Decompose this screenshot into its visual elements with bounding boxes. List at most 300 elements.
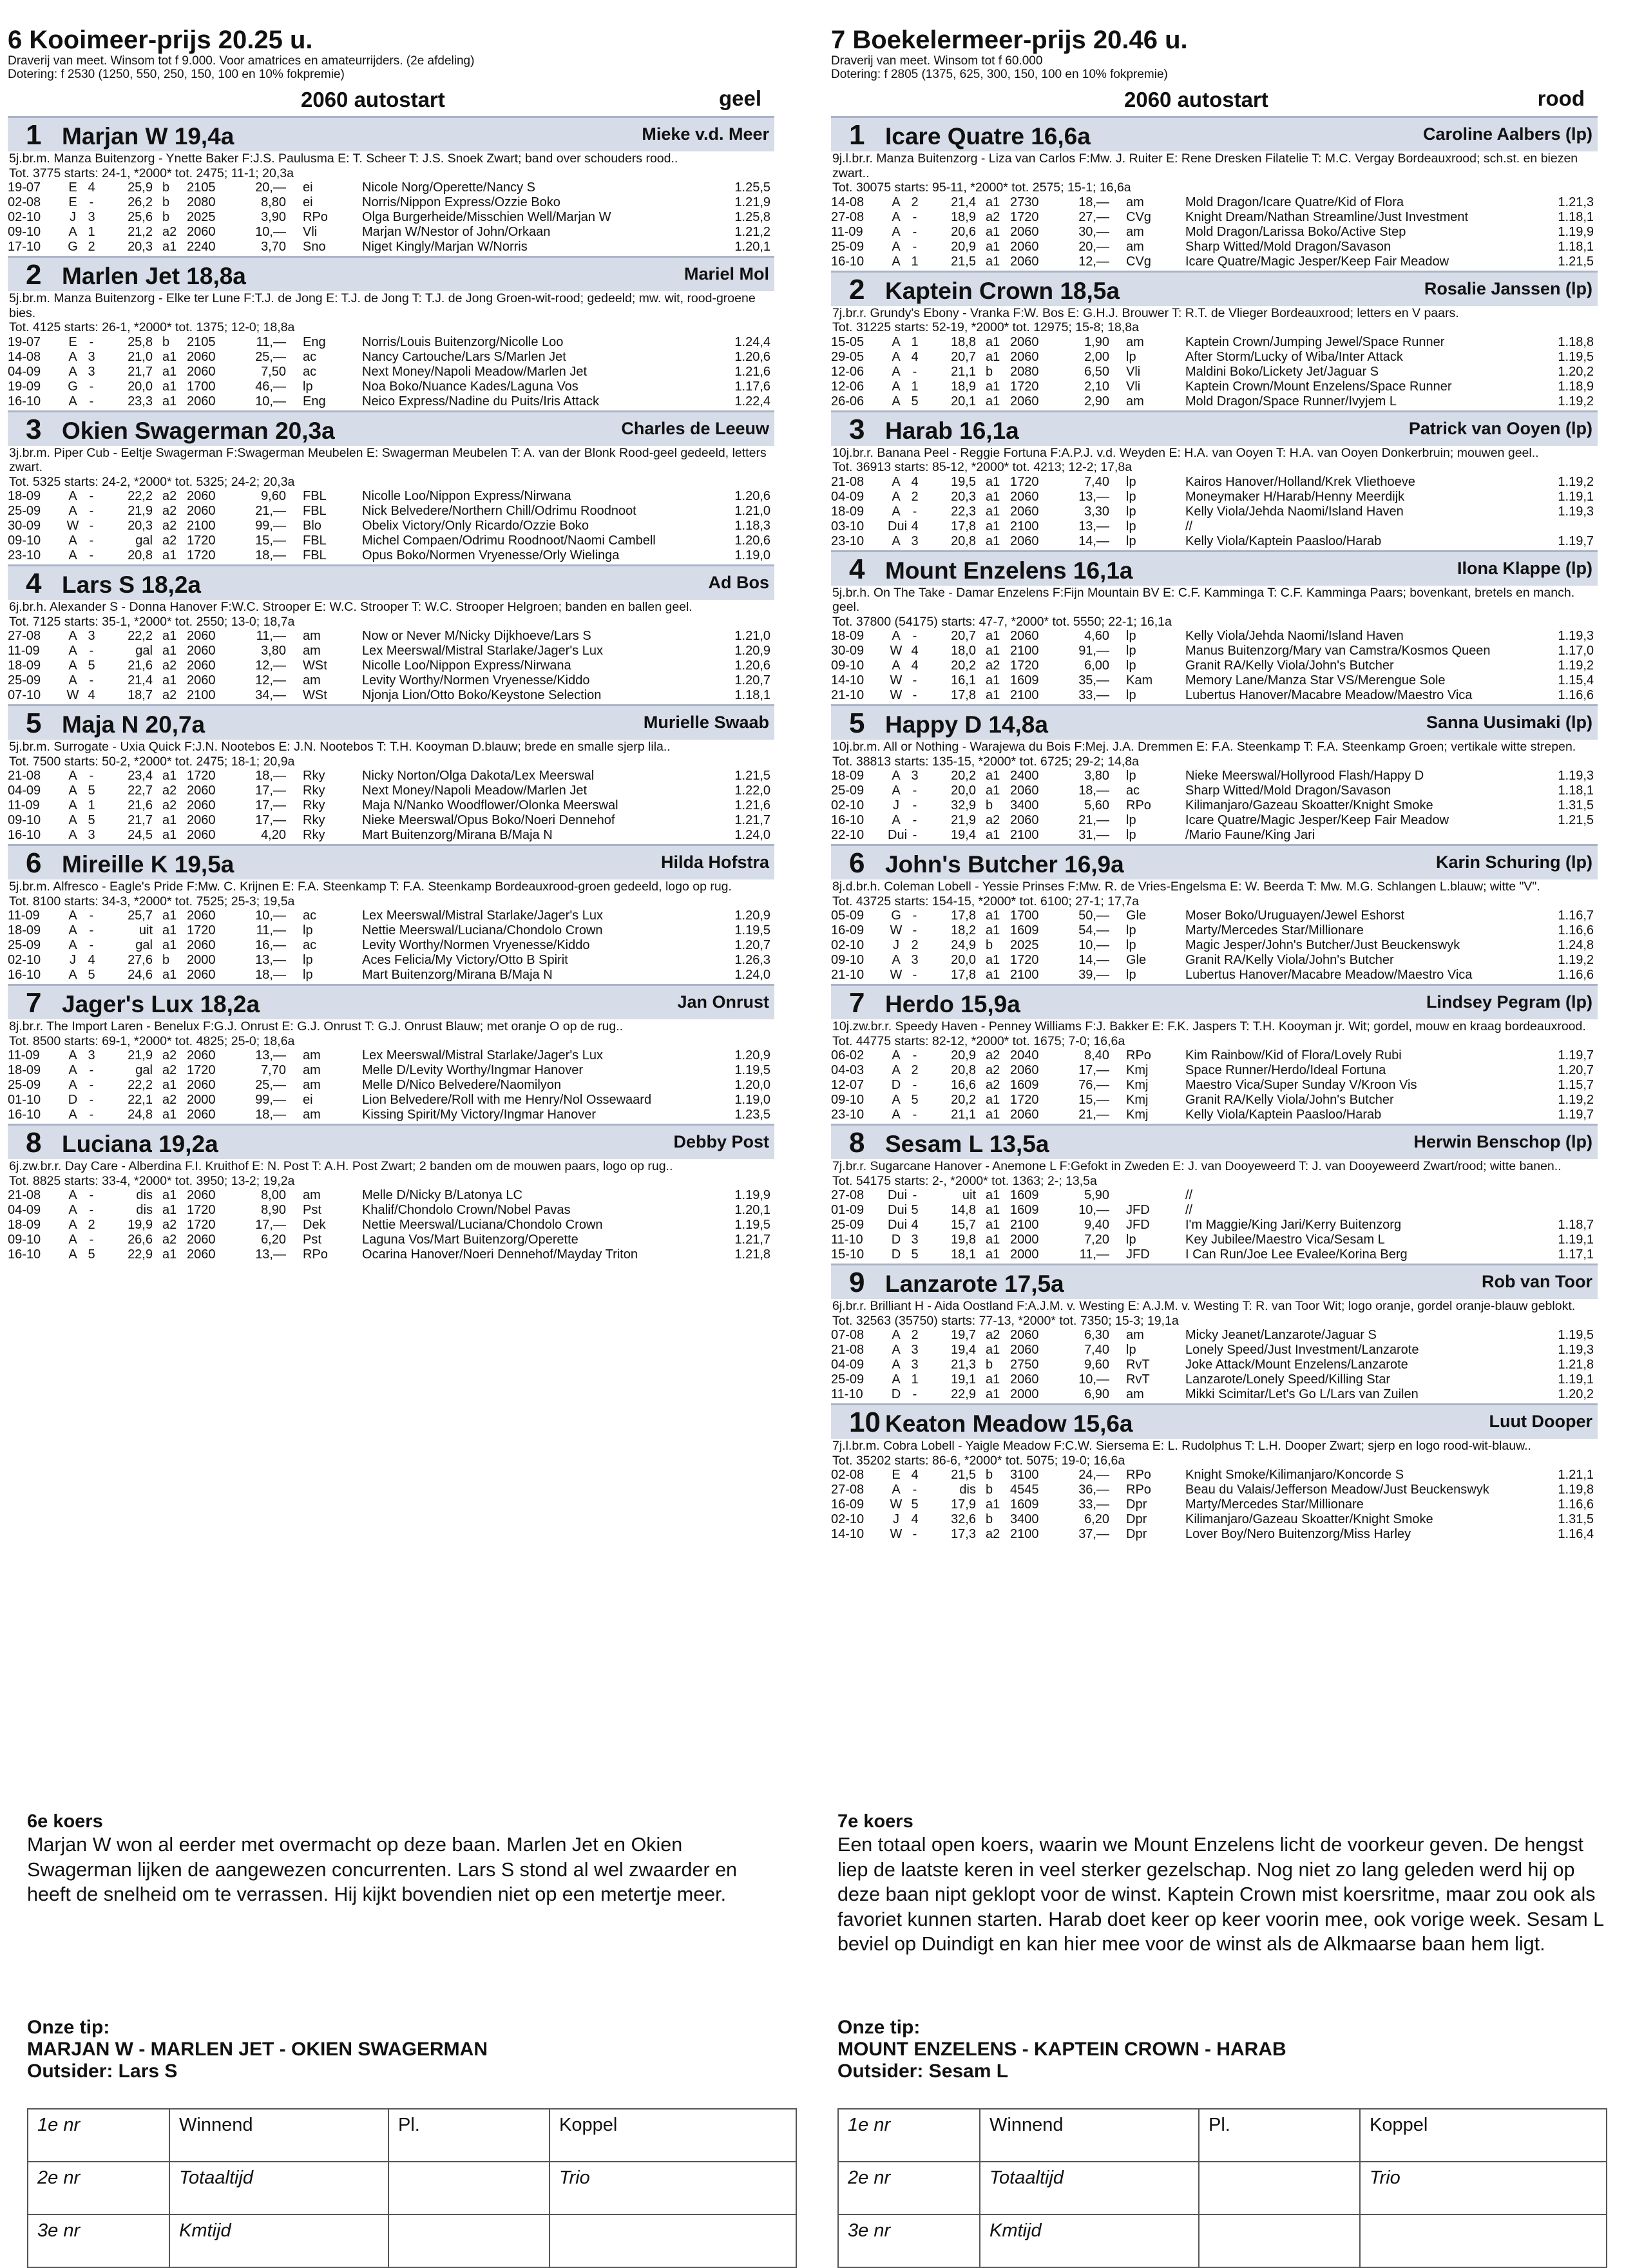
performance-cell: 14-08 [8,349,41,364]
performance-cell: D [891,1078,901,1092]
performance-cell: 22,9 [951,1387,976,1401]
performance-row [831,1247,1598,1262]
performance-cell: 13,— [255,953,286,967]
performance-cell: 32,9 [951,798,976,812]
form-cell[interactable]: Trio [550,2162,796,2215]
comment-title: 6e koers [27,1811,103,1832]
performance-cell: 1720 [187,548,216,562]
performance-cell: 12-06 [831,379,865,394]
performance-cell: a1 [986,644,1000,658]
performance-cell: Mold Dragon/Icare Quatre/Kid of Flora [1185,195,1404,209]
form-cell[interactable]: Pl. [388,2109,550,2162]
performance-cell: 2 [88,1218,95,1232]
driver-name: Charles de Leeuw [621,418,769,438]
performance-cell: W [66,688,79,702]
performance-cell: 25,6 [128,210,153,224]
performance-cell: Maestro Vica/Super Sunday V/Kroon Vis [1185,1078,1417,1092]
form-cell[interactable]: Pl. [1199,2109,1360,2162]
form-cell[interactable]: Kmtijd [980,2215,1199,2267]
performance-cell: 19-07 [8,334,41,349]
performance-cell: a1 [986,349,1000,364]
performance-cell: Lonely Speed/Just Investment/Lanzarote [1185,1343,1419,1357]
performance-cell: 1.20,7 [734,938,770,952]
performance-cell: ac [1126,783,1140,798]
performance-cell: D [891,1233,901,1247]
performance-cell: Pst [303,1203,321,1217]
performance-row [8,908,774,923]
performance-row [831,1358,1598,1372]
performance-cell: Dui [888,828,908,842]
performance-cell: 5 [911,394,919,408]
performance-cell: 20,7 [951,629,976,643]
performance-cell: - [89,379,94,394]
performance-cell: After Storm/Lucky of Wiba/Inter Attack [1185,349,1403,364]
form-cell: 2e nr [28,2162,169,2215]
performance-cell: Mikki Scimitar/Let's Go L/Lars van Zuilen [1185,1387,1419,1401]
performance-cell: - [89,334,94,349]
performance-cell: 1.19,5 [734,923,770,937]
race-6-column [8,26,774,1262]
performance-cell: 18,9 [951,209,976,224]
performance-cell: 1.21,5 [734,769,770,783]
performance-cell: 17,— [255,783,286,798]
performance-cell: 99,— [255,1093,286,1107]
performance-cell: RPo [303,1247,328,1262]
horse-entry [831,271,1598,409]
horse-entry [831,550,1598,704]
performance-cell: ac [303,364,317,379]
performance-cell: lp [1126,1233,1136,1247]
horse-header [831,984,1598,1019]
performance-cell: 10,— [255,225,286,239]
performance-cell: - [89,673,94,687]
performance-cell: 20,9 [951,1048,976,1062]
race-6-comment [27,1811,774,1907]
performance-cell: 3 [911,1358,919,1372]
performance-cell: a1 [162,968,177,982]
performance-cell: 1.19,3 [1558,1343,1594,1357]
performance-row [831,938,1598,953]
performance-cell: 16,1 [951,673,976,687]
performance-cell: 1700 [1010,908,1039,923]
horse-header [8,704,774,740]
form-cell[interactable] [388,2215,550,2267]
performance-cell: - [89,1078,94,1092]
performance-cell: am [303,1078,321,1092]
performance-cell: - [89,938,94,952]
performance-cell: Olga Burgerheide/Misschien Well/Marjan W [362,210,611,224]
performance-cell: - [912,798,917,812]
performance-cell: Moneymaker H/Harab/Henny Meerdijk [1185,489,1405,504]
performance-row [8,335,774,350]
performance-cell: Kmj [1126,1063,1149,1077]
performance-cell: 16-09 [831,923,865,937]
horse-number: 4 [26,568,42,599]
driver-name: Sanna Uusimaki (lp) [1426,713,1592,732]
driver-name: Rob van Toor [1482,1272,1592,1291]
driver-name: Debby Post [673,1132,769,1151]
performance-cell: 01-10 [8,1093,41,1107]
performance-cell: 33,— [1078,1497,1109,1512]
performance-cell: - [912,629,917,643]
performance-cell: A [68,644,77,658]
driver-name: Patrick van Ooyen (lp) [1408,418,1592,438]
form-cell[interactable] [550,2215,796,2267]
performance-row [8,953,774,968]
performance-row [8,968,774,983]
performance-cell: Levity Worthy/Normen Vryenesse/Kiddo [362,938,590,952]
performance-cell: 1720 [187,1218,216,1232]
performance-row [831,1233,1598,1247]
performance-cell: Maldini Boko/Lickety Jet/Jaguar S [1185,364,1379,379]
performance-cell: 2060 [187,783,216,798]
performance-cell: 14-10 [831,673,865,687]
performance-row [831,908,1598,923]
performance-cell: a1 [162,548,177,562]
performance-row [831,688,1598,703]
performance-cell: a1 [986,1247,1000,1262]
performance-cell: // [1185,1203,1193,1217]
performance-cell: A [68,1108,77,1122]
performance-cell: A [892,394,901,408]
performance-cell: 1609 [1010,1078,1039,1092]
performance-cell: A [68,1218,77,1232]
performance-cell: lp [1126,813,1136,827]
performance-cell: 2060 [1010,239,1039,254]
horse-name: Marlen Jet 18,8a [62,263,246,289]
performance-cell: a1 [162,938,177,952]
performance-cell: a2 [986,658,1000,673]
performance-cell: 19-09 [8,379,41,394]
performance-row [831,1063,1598,1078]
horse-pedigree: 5j.br.h. On The Take - Damar Enzelens F:Fijn Mountain BV E: C.F. Kamminga T: C.F. Kamminga Paars; bovenkant, bretels en manch. geel. [832,585,1575,614]
performance-cell: a1 [986,1203,1000,1217]
performance-cell: D [891,1387,901,1401]
performance-cell: 25,8 [128,334,153,349]
horse-pedigree: 10j.zw.br.r. Speedy Haven - Penney Williams F:J. Bakker E: F.K. Jaspers T: T.H. Kooyman jr. Wit; gordel, mouw en kraag bordeauxrood. [832,1019,1586,1033]
performance-cell: 21,5 [951,1468,976,1482]
performance-cell: 2060 [1010,504,1039,519]
driver-name: Rosalie Janssen (lp) [1424,278,1592,298]
driver-name: Lindsey Pegram (lp) [1426,992,1592,1012]
performance-cell: 17,— [255,798,286,812]
horse-entry [831,1124,1598,1262]
performance-cell: 2105 [187,180,216,195]
performance-cell: 8,90 [261,1203,286,1217]
performance-cell: a1 [162,394,177,408]
performance-cell: A [892,489,901,504]
performance-cell: 24,— [1078,1468,1109,1482]
performance-cell: A [892,813,901,827]
performance-cell: 2000 [1010,1247,1039,1262]
performance-cell: 1.26,3 [734,953,770,967]
performance-cell: Gle [1126,953,1147,967]
performance-cell: a1 [986,1343,1000,1357]
performance-row [8,1247,774,1262]
performance-cell: a2 [162,489,177,503]
performance-cell: a1 [162,379,177,394]
form-cell[interactable] [1199,2215,1360,2267]
performance-cell: Kim Rainbow/Kid of Flora/Lovely Rubi [1185,1048,1402,1062]
performance-cell: 09-10 [831,953,865,967]
performance-cell: 1.19,3 [1558,769,1594,783]
performance-cell: lp [303,953,313,967]
performance-cell: Rky [303,798,325,812]
horse-entry [831,704,1598,843]
performance-cell: 2060 [187,813,216,827]
performance-cell: Rky [303,769,325,783]
horse-stats: Tot. 7500 starts: 50-2, *2000* tot. 2475; 18-1; 20,9a [9,754,295,769]
performance-row [831,1328,1598,1343]
performance-row [8,813,774,828]
performance-cell: 1.16,6 [1558,1497,1594,1512]
performance-cell: 3 [88,1048,95,1062]
performance-row [831,394,1598,409]
performance-cell: Mold Dragon/Larissa Boko/Active Step [1185,224,1406,239]
performance-cell: 36,— [1078,1483,1109,1497]
performance-cell: lp [1126,688,1136,702]
performance-cell: W [890,688,903,702]
performance-cell: 27,6 [128,953,153,967]
performance-cell: 2060 [1010,1108,1039,1122]
performance-cell: Lubertus Hanover/Macabre Meadow/Maestro Vica [1185,688,1473,702]
form-cell[interactable] [1199,2162,1360,2215]
performance-cell: 2060 [187,504,216,518]
performance-cell: - [912,364,917,379]
performance-cell: 21,4 [128,673,153,687]
performance-cell: 1.19,0 [734,1093,770,1107]
performance-cell: 09-10 [831,1093,865,1107]
past-performances [831,1048,1598,1122]
performance-cell: - [912,224,917,239]
performance-cell: 25-09 [8,504,41,518]
horse-pedigree: 7j.br.r. Sugarcane Hanover - Anemone L F:Gefokt in Zweden E: J. van Dooyeweerd T: J. van Dooyeweerd Zwart/rood; witte banen.. [832,1159,1562,1173]
performance-cell: Marty/Mercedes Star/Millionare [1185,923,1364,937]
performance-cell: 1.25,5 [734,180,770,195]
performance-cell: 27-08 [831,1483,865,1497]
performance-row [831,335,1598,350]
performance-cell: a1 [986,519,1000,533]
performance-cell: 1609 [1010,923,1039,937]
performance-cell: 2 [911,1328,919,1342]
performance-row [8,225,774,240]
performance-cell: 2 [911,195,919,209]
performance-cell: 16-09 [831,1497,865,1512]
horse-number: 6 [26,847,42,879]
performance-cell: a2 [162,1218,177,1232]
performance-cell: lp [1126,474,1136,489]
performance-cell: a1 [986,908,1000,923]
performance-cell: - [89,1233,94,1247]
form-cell[interactable]: Winnend [169,2109,388,2162]
performance-row [831,769,1598,783]
performance-cell: 17,9 [951,1497,976,1512]
performance-cell: - [89,504,94,518]
performance-cell: Kelly Viola/Kaptein Paasloo/Harab [1185,533,1382,548]
performance-cell: 1.19,5 [734,1218,770,1232]
performance-cell: 1.25,8 [734,210,770,224]
performance-cell: ac [303,938,317,952]
performance-cell: J [70,210,76,224]
comment-text: Een totaal open koers, waarin we Mount Enzelens licht de voorkeur geven. De hengst liep de laatste keren in veel sterker gezelschap. Nog niet zo lang geleden werd hij op deze baan nipt geklopt voor de winst. Kaptein Crown mist koersritme, maar zou ook als favoriet kunnen starten. Harab doet keer op keer voorin mee, ook vorige week. Sesam L beviel op Duindigt en kan hier mee voor de winst als de Alkmaarse baan hem ligt. [837,1834,1604,1955]
performance-cell: RPo [1126,1468,1151,1482]
performance-cell: 1.20,7 [1558,1063,1594,1077]
performance-cell: 22,9 [128,1247,153,1262]
performance-cell: 16-10 [8,1108,41,1122]
performance-cell: 2100 [1010,688,1039,702]
performance-cell: a1 [986,673,1000,687]
driver-name: Ilona Klappe (lp) [1457,558,1592,578]
performance-cell: 2100 [187,519,216,533]
performance-cell: 21,— [1078,1108,1109,1122]
form-cell[interactable]: Winnend [980,2109,1199,2162]
performance-cell: Micky Jeanet/Lanzarote/Jaguar S [1185,1328,1377,1342]
performance-cell: 17,— [255,1218,286,1232]
performance-cell: 4 [88,953,95,967]
performance-cell: 1720 [187,923,216,937]
performance-cell: Melle D/Nicky B/Latonya LC [362,1188,522,1202]
horse-entry [831,1403,1598,1542]
performance-row [831,1512,1598,1527]
performance-cell: 17,3 [951,1527,976,1541]
horse-pedigree: 10j.br.m. All or Nothing - Warajewa du Bois F:Mej. J.A. Dremmen E: F.A. Steenkamp T: F.A. Steenkamp Groen; vertikale witte strepen. [832,740,1576,754]
performance-cell: 21-08 [831,1343,865,1357]
form-cell[interactable]: Totaaltijd [169,2162,388,2215]
performance-cell: A [68,1188,77,1202]
performance-cell: 23-10 [831,533,865,548]
performance-cell: a1 [162,364,177,379]
performance-cell: 1.19,5 [1558,1328,1594,1342]
performance-cell: Lover Boy/Nero Buitenzorg/Miss Harley [1185,1527,1411,1541]
performance-cell: D [68,1093,78,1107]
horse-stats: Tot. 8825 starts: 33-4, *2000* tot. 3950; 13-2; 19,2a [9,1173,295,1188]
horse-entry [8,984,774,1122]
performance-cell: 20,2 [951,658,976,673]
performance-cell: am [303,1063,321,1077]
form-cell[interactable] [1360,2215,1607,2267]
performance-cell: 1.23,5 [734,1108,770,1122]
performance-cell: a1 [162,1247,177,1262]
horse-header [831,271,1598,306]
performance-cell: 1720 [1010,379,1039,394]
performance-cell: A [68,1247,77,1262]
performance-cell: 1.19,9 [734,1188,770,1202]
performance-cell: Kmj [1126,1078,1149,1092]
performance-row [8,1048,774,1063]
performance-cell: RPo [1126,798,1151,812]
performance-cell: 21-08 [8,769,41,783]
performance-cell: Dui [888,1188,908,1202]
form-cell[interactable] [388,2162,550,2215]
horse-name: Happy D 14,8a [885,711,1048,738]
form-cell[interactable]: Trio [1360,2162,1607,2215]
performance-cell: 2060 [1010,813,1039,827]
performance-row [8,504,774,519]
performance-cell: 2750 [1010,1358,1039,1372]
form-cell[interactable]: Kmtijd [169,2215,388,2267]
performance-cell: Granit RA/Kelly Viola/John's Butcher [1185,953,1394,967]
performance-cell: 1.24,0 [734,968,770,982]
horse-pedigree: 7j.br.r. Grundy's Ebony - Vranka F:W. Bos E: G.H.J. Brouwer T: R.T. de Vlieger Bordeauxrood; letters en V paars. [832,305,1459,320]
form-cell[interactable]: Koppel [1360,2109,1607,2162]
performance-row [831,365,1598,380]
performance-cell: 2060 [187,489,216,503]
performance-cell: 37,— [1078,1527,1109,1541]
tip-picks: MARJAN W - MARLEN JET - OKIEN SWAGERMAN [27,2039,488,2060]
form-cell: 1e nr [838,2109,980,2162]
driver-name: Caroline Aalbers (lp) [1422,124,1592,144]
performance-cell: 09-10 [8,533,41,548]
performance-cell: 3 [911,1233,919,1247]
performance-cell: 5 [88,968,95,982]
performance-row [8,394,774,409]
performance-cell: A [68,533,77,548]
horse-stats: Tot. 32563 (35750) starts: 77-13, *2000* tot. 7350; 15-3; 19,1a [832,1313,1179,1328]
performance-cell: 21,4 [951,195,976,209]
race-distance: 2060 autostart [1124,88,1268,111]
performance-cell: Lex Meerswal/Mistral Starlake/Jager's Lux [362,908,603,923]
performance-row [8,688,774,703]
performance-row [8,828,774,843]
performance-cell: 9,60 [261,489,286,503]
form-cell[interactable]: Totaaltijd [980,2162,1199,2215]
performance-cell: 02-10 [831,798,865,812]
performance-cell: 1.21,1 [1558,1468,1594,1482]
performance-cell: 20,— [255,180,286,195]
performance-cell: 2060 [1010,224,1039,239]
performance-cell: 2 [911,1063,919,1077]
performance-row [8,365,774,380]
performance-cell: 21-08 [831,474,865,489]
performance-cell: Key Jubilee/Maestro Vica/Sesam L [1185,1233,1385,1247]
performance-cell: 1.19,2 [1558,474,1594,489]
race-color: geel [718,86,761,110]
performance-cell: a1 [162,673,177,687]
performance-cell: a1 [986,379,1000,394]
performance-cell: Lanzarote/Lonely Speed/Killing Star [1185,1372,1390,1387]
form-row [28,2215,796,2267]
performance-cell: a1 [986,1093,1000,1107]
performance-cell: 11,— [256,629,286,643]
performance-cell: - [912,1527,917,1541]
past-performances [831,1328,1598,1402]
performance-cell: 5 [88,783,95,798]
performance-cell: 04-09 [8,364,41,379]
performance-cell: 26-06 [831,394,865,408]
performance-cell: b [986,1483,993,1497]
performance-cell: a2 [162,519,177,533]
performance-cell: 7,20 [1084,1233,1109,1247]
performance-cell: 1609 [1010,1203,1039,1217]
horse-stats: Tot. 38813 starts: 135-15, *2000* tot. 6725; 29-2; 14,8a [832,754,1139,769]
performance-cell: - [89,769,94,783]
performance-cell: W [66,519,79,533]
performance-cell: 2730 [1010,195,1039,209]
performance-cell: a2 [986,209,1000,224]
performance-cell: 25,7 [128,908,153,923]
performance-cell: Mart Buitenzorg/Mirana B/Maja N [362,968,553,982]
performance-cell: 2060 [1010,254,1039,269]
form-cell[interactable]: Koppel [550,2109,796,2162]
performance-cell: Rky [303,813,325,827]
performance-cell: 27,— [1078,209,1109,224]
performance-cell: a2 [162,688,177,702]
performance-row [831,534,1598,549]
performance-cell: 19,5 [951,474,976,489]
performance-cell: G [68,379,78,394]
performance-cell: 1.16,6 [1558,968,1594,982]
performance-cell: 4 [88,688,95,702]
